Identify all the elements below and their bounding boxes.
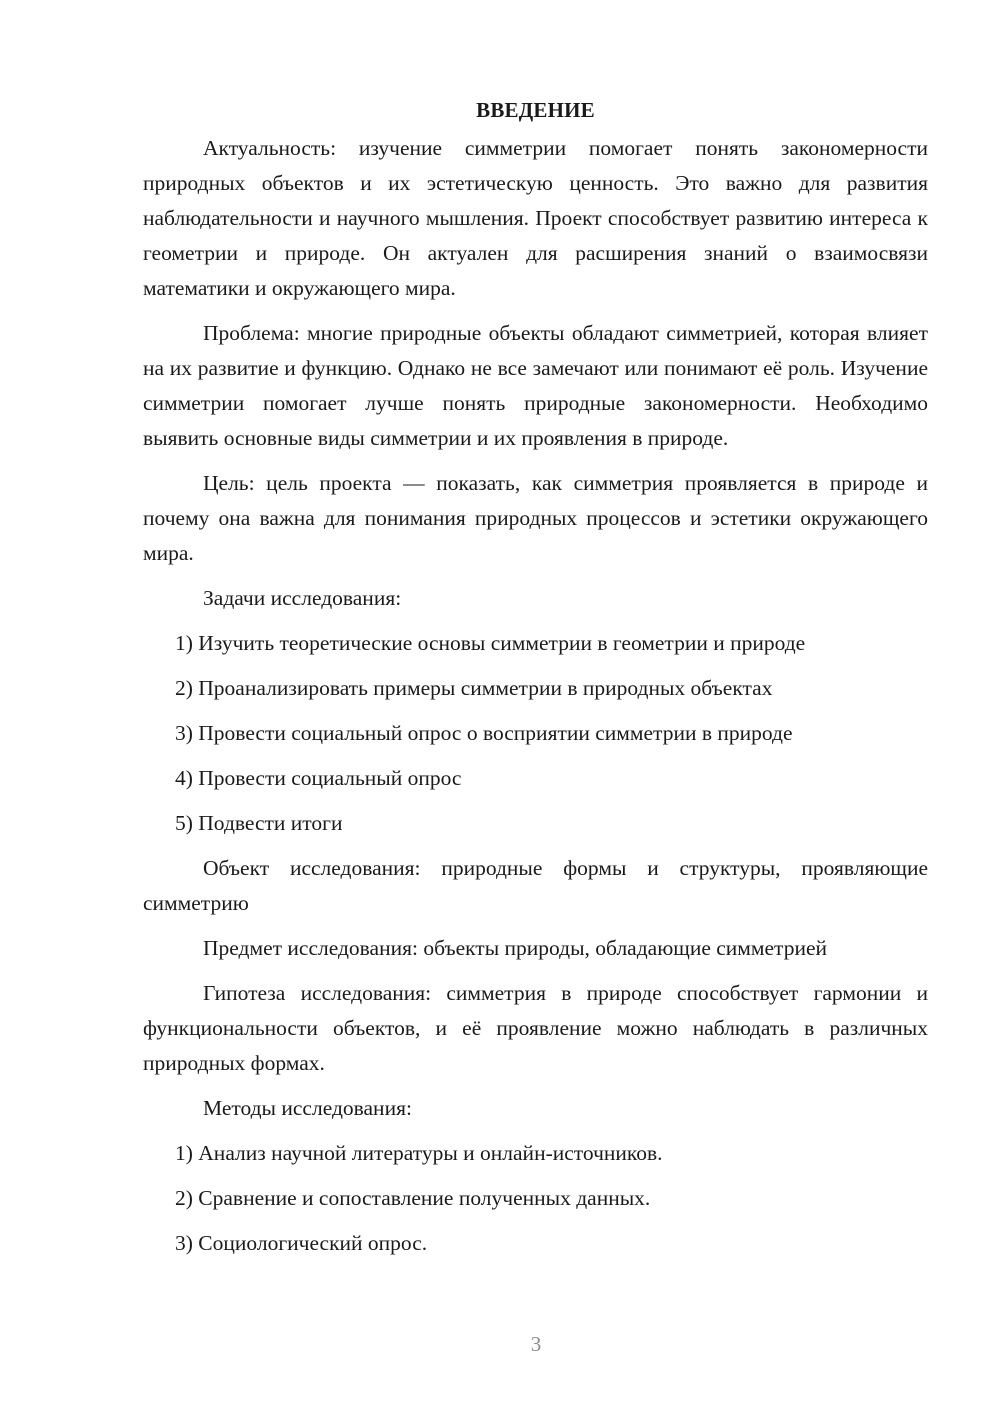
task-item-5: 5) Подвести итоги [175, 811, 343, 835]
task-item-2: 2) Проанализировать примеры симметрии в природных объектах [175, 676, 773, 700]
tasks-heading: Задачи исследования: [203, 586, 402, 610]
subject-paragraph: Предмет исследования: объекты природы, обладающие симметрией [203, 936, 828, 960]
task-item-3: 3) Провести социальный опрос о восприятии симметрии в природе [175, 721, 793, 745]
relevance-paragraph: Актуальность: изучение симметрии помогает понять закономерности природных объектов и их эстетическую ценность. Это важно для развития наблюдательности и научного мышления. Проект способствует развитию интереса к геометрии и природе. Он актуален для расширения знаний о взаимосвязи математики и окружающего мира. [143, 136, 928, 300]
method-item-1: 1) Анализ научной литературы и онлайн-источников. [175, 1141, 663, 1165]
object-paragraph: Объект исследования: природные формы и структуры, проявляющие симметрию [143, 856, 928, 915]
page-title: ВВЕДЕНИЕ [476, 98, 595, 122]
document-page [143, 93, 928, 1271]
task-item-4: 4) Провести социальный опрос [175, 766, 462, 790]
method-item-3: 3) Социологический опрос. [175, 1231, 428, 1255]
methods-heading: Методы исследования: [203, 1096, 412, 1120]
task-item-1: 1) Изучить теоретические основы симметрии в геометрии и природе [175, 631, 806, 655]
goal-paragraph: Цель: цель проекта — показать, как симметрия проявляется в природе и почему она важна для понимания природных процессов и эстетики окружающего мира. [143, 471, 928, 565]
page-number: 3 [530, 1332, 542, 1356]
problem-paragraph: Проблема: многие природные объекты обладают симметрией, которая влияет на их развитие и функцию. Однако не все замечают или понимают её роль. Изучение симметрии помогает лучше понять природные закономерности. Необходимо выявить основные виды симметрии и их проявления в природе. [143, 321, 928, 450]
method-item-2: 2) Сравнение и сопоставление полученных данных. [175, 1186, 651, 1210]
hypothesis-paragraph: Гипотеза исследования: симметрия в природе способствует гармонии и функциональности объектов, и её проявление можно наблюдать в различных природных формах. [143, 981, 928, 1075]
